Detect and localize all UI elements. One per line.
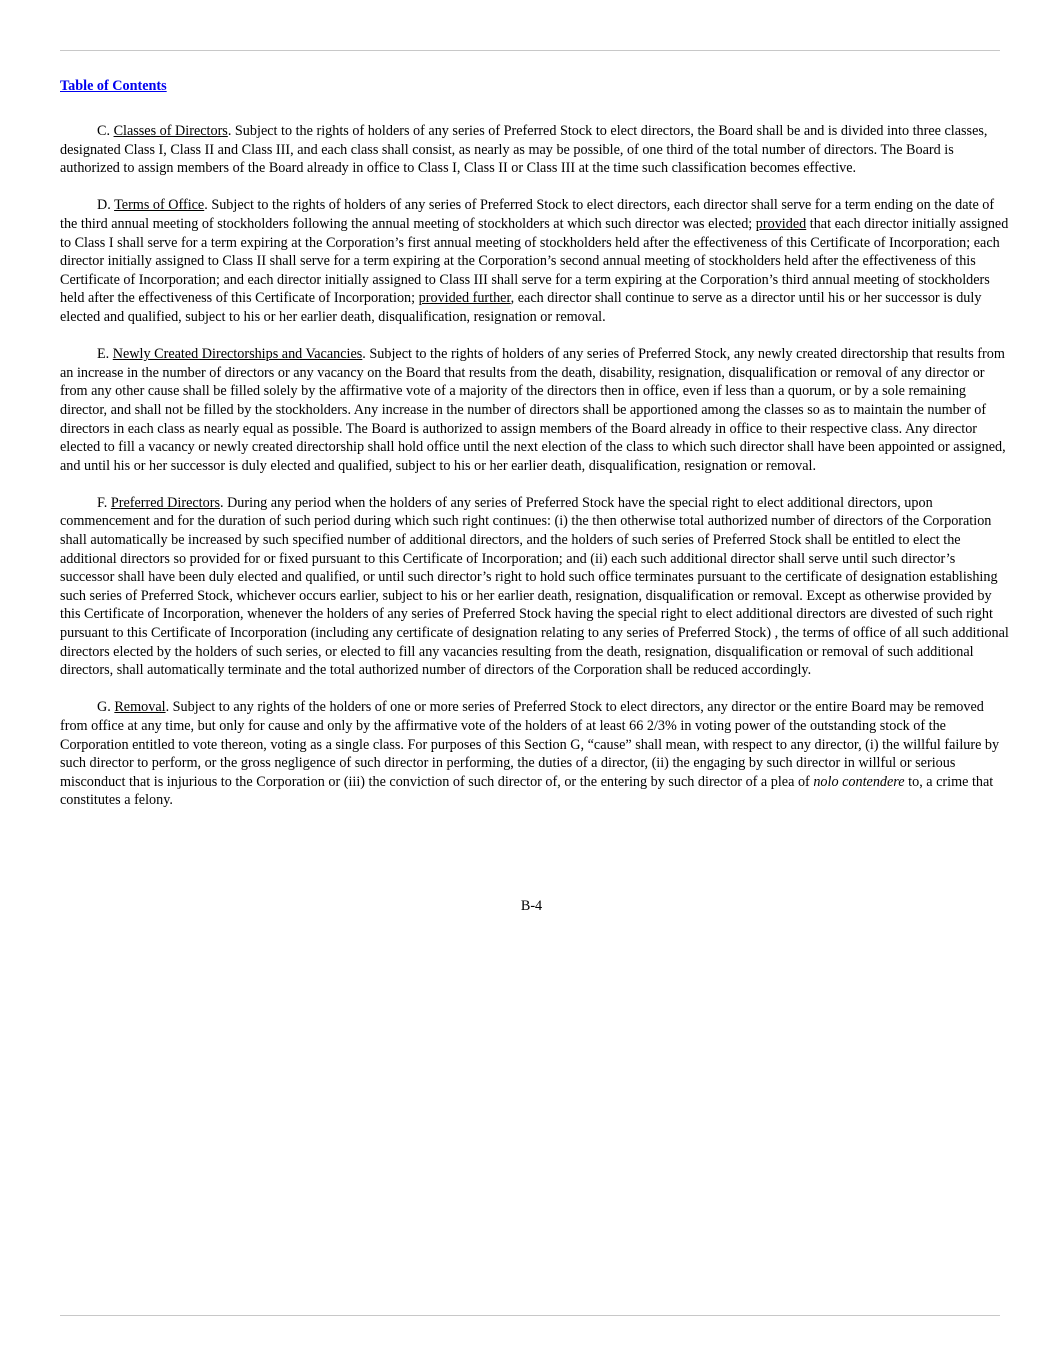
top-divider <box>60 50 1000 51</box>
section-g-body-2: to, a crime that constitutes a felony. <box>60 773 994 809</box>
section-e-heading: Newly Created Directorships and Vacancies <box>112 346 363 363</box>
section-f-letter: F. <box>97 494 108 511</box>
section-g-heading: Removal <box>114 699 166 716</box>
section-c-heading: Classes of Directors <box>113 123 228 139</box>
section-e-paragraph <box>60 345 1010 475</box>
section-d-provided-further: provided further <box>418 290 511 307</box>
section-g-latin-term: nolo contendere <box>813 773 905 790</box>
section-f-paragraph <box>60 494 1010 680</box>
section-e-letter: E. <box>97 346 110 363</box>
page-number: B-4 <box>520 898 543 914</box>
table-of-contents-link[interactable]: Table of Contents <box>60 78 167 94</box>
section-f-body: . During any period when the holders of any series of Preferred Stock have the special right to elect additional directors, upon commencement and for the duration of such period during which such right continues: (i) the then otherwise total authorized number of directors of the Corporation shall automatically be increased by such specified number of additional directors, and the holders of such series of Preferred Stock shall be entitled to elect the additional directors so provided for or fixed pursuant to this Certificate of Incorporation; and (ii) each such additional director shall serve until such director’s successor shall have been duly elected and qualified, or until such director’s right to hold such office terminates pursuant to the certificate of designation establishing such series of Preferred Stock, whichever occurs earlier, subject to his or her earlier death, resignation, disqualification or removal. Except as otherwise provided by this Certificate of Incorporation, whenever the holders of any series of Preferred Stock having the special right to elect additional directors are divested of such right pursuant to this Certificate of Incorporation (including any certificate of designation relating to any series of Preferred Stock) , the terms of office of all such additional directors elected by the holders of such series, or elected to fill any vacancies resulting from the death, resignation, disqualification or removal of such additional directors, shall automatically terminate and the total authorized number of directors of the Corporation shall be reduced accordingly. <box>60 494 1009 679</box>
section-f-heading: Preferred Directors <box>110 494 220 511</box>
section-d-body-3: , each director shall continue to serve as a director until his or her successor is duly elected and qualified, subject to his or her earlier death, disqualification, resignation or removal. <box>60 290 982 325</box>
section-g-body-1: . Subject to any rights of the holders of one or more series of Preferred Stock to elect directors, any director or the entire Board may be removed from office at any time, but only for cause and only by the affirmative vote of the holders of at least 66 2/3% in voting power of the outstanding stock of the Corporation entitled to vote thereon, voting as a single class. For purposes of this Section G, “cause” shall mean, with respect to any director, (i) the willful failure by such director to perform, or the gross negligence of such director in performing, the duties of a director, (ii) the engaging by such director in willful or serious misconduct that is injurious to the Corporation or (iii) the conviction of such director of, or the entering by such director of a plea of <box>60 699 1000 790</box>
section-d-body-2: that each director initially assigned to Class I shall serve for a term expiring at the Corporation’s first annual meeting of stockholders held after the effectiveness of this Certificate of Incorporation; each director initially assigned to Class II shall serve for a term expiring at the Corporation’s second annual meeting of stockholders held after the effectiveness of this Certificate of Incorporation; and each director initially assigned to Class III shall serve for a term expiring at the Corporation’s third annual meeting of stockholders held after the effectiveness of this Certificate of Incorporation; <box>60 215 1009 307</box>
document-body <box>60 122 1010 829</box>
section-c-letter: C. <box>97 123 111 139</box>
section-d-letter: D. <box>97 197 111 214</box>
section-d-body-1: . Subject to the rights of holders of any series of Preferred Stock to elect directors, each director shall serve for a term ending on the date of the third annual meeting of stockholders following the annual meeting of stockholders at which such director was elected; <box>60 197 995 232</box>
section-g-paragraph <box>60 698 1010 810</box>
section-g-letter: G. <box>97 699 111 716</box>
section-c-body: . Subject to the rights of holders of any series of Preferred Stock to elect directors, the Board shall be and is divided into three classes, designated Class I, Class II and Class III, and each class shall consist, as nearly as may be possible, of one third of the total number of directors. The Board is authorized to assign members of the Board already in office to Class I, Class II or Class III at the time such classification becomes effective. <box>60 123 988 177</box>
section-d-paragraph <box>60 196 1010 326</box>
bottom-divider <box>60 1315 1000 1316</box>
section-e-body: . Subject to the rights of holders of any series of Preferred Stock, any newly created directorship that results from an increase in the number of directors or any vacancy on the Board that results from the death, disability, resignation, disqualification or removal of any director or from any other cause shall be filled solely by the affirmative vote of a majority of the directors then in office, even if less than a quorum, or by a sole remaining director, and shall not be filled by the stockholders. Any increase in the number of directors shall be apportioned among the classes so as to maintain the number of directors in each class as nearly equal as possible. The Board is authorized to assign members of the Board already in office to their respective class. Any director elected to fill a vacancy or newly created directorship shall hold office until the next election of the class to which such director shall have been appointed or assigned, and until his or her successor is duly elected and qualified, subject to his or her earlier death, disqualification, resignation or removal. <box>60 346 1006 474</box>
section-d-heading: Terms of Office <box>114 197 205 214</box>
section-c-paragraph <box>60 122 1010 178</box>
section-d-provided: provided <box>755 215 807 232</box>
